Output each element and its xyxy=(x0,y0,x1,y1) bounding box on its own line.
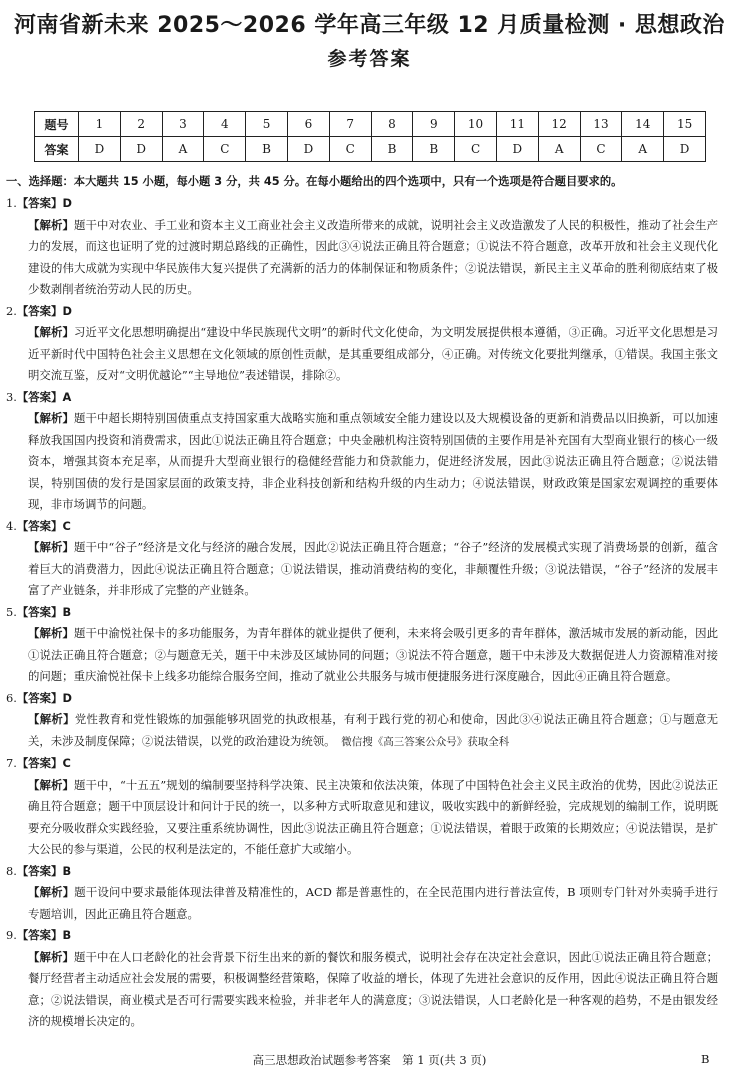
analysis-paragraph xyxy=(28,623,718,688)
analysis-text: 题干中，“十五五”规划的编制要坚持科学决策、民主决策和依法决策，体现了中国特色社会主义民主政治的优势，因此②说法正确且符合题意；题干中顶层设计和问计于民的统一，以多种方式听取意见和建议，吸收实践中的新鲜经验，完成规划的编制工作，说明既要充分吸收群众实践经验，又要注重系统协调性，因此③说法正确且符合题意；①说法错误，着眼于政策的长期效应；④说法错误，是扩大公民的参与渠道，公民的权利是法定的，不能任意扩大或缩小。 xyxy=(28,777,718,856)
page-subtitle: 参考答案 xyxy=(327,48,412,70)
paper-code: B xyxy=(701,1052,710,1066)
analysis-paragraph xyxy=(28,322,718,387)
analysis-tag: 【解析】 xyxy=(28,949,75,964)
answer-tag: 【答案】 xyxy=(16,604,63,619)
answer-line xyxy=(6,753,718,775)
question-number-cell: 10 xyxy=(455,112,497,137)
analysis-tag: 【解析】 xyxy=(28,325,74,339)
answer-line xyxy=(6,688,718,710)
answer-cell: D xyxy=(120,137,162,162)
question-number-cell: 14 xyxy=(622,112,664,137)
answer-value: A xyxy=(62,389,72,404)
analysis-text: 题干设问中要求最能体现法律普及精准性的，ACD 都是普惠性的，在全民范围内进行普法宣传，B 项则专门针对外卖骑手进行专题培训，因此正确且符合题意。 xyxy=(28,885,718,921)
answer-tag: 【答案】 xyxy=(16,863,63,878)
analysis-text: 题干中渝悦社保卡的多功能服务，为青年群体的就业提供了便利，未来将会吸引更多的青年群体，激活城市发展的新动能，因此①说法正确且符合题意；②与题意无关，题干中未涉及区域协同的问题；③说法不符合题意，题干中未涉及大数据促进人力资源精准对接的问题；重庆渝悦社保卡上线多功能综合服务空间，推动了就业公共服务与城市便捷服务进行深度融合，因此④正确且符合题意。 xyxy=(28,626,718,683)
question-block xyxy=(6,602,718,688)
question-number: 2. xyxy=(6,303,17,318)
question-number: 3. xyxy=(6,389,17,404)
answer-line xyxy=(6,193,718,215)
question-block xyxy=(6,861,718,926)
question-number-row xyxy=(35,112,706,137)
question-number-cell: 13 xyxy=(580,112,622,137)
answer-table xyxy=(34,111,706,162)
section-heading: 一、选择题：本大题共 15 小题，每小题 3 分，共 45 分。在每小题给出的四个选项中，只有一个选项是符合题目要求的。 xyxy=(6,175,623,188)
answer-cell: A xyxy=(622,137,664,162)
answer-line xyxy=(6,387,718,409)
question-block xyxy=(6,688,718,754)
analysis-paragraph xyxy=(28,947,718,1033)
question-number: 8. xyxy=(6,863,17,878)
answer-value: B xyxy=(62,863,72,878)
question-number-label: 题号 xyxy=(35,112,79,137)
answer-value: B xyxy=(62,928,72,942)
answer-cell: B xyxy=(371,137,413,162)
analysis-paragraph xyxy=(28,537,718,602)
answer-cell: C xyxy=(455,137,497,162)
answer-cell: C xyxy=(580,137,622,162)
answer-value: B xyxy=(62,604,72,619)
answer-cell: D xyxy=(664,137,706,162)
analysis-text: 题干中在人口老龄化的社会背景下衍生出来的新的餐饮和服务模式，说明社会存在决定社会意识，因此①说法正确且符合题意；餐厅经营者主动适应社会发展的需要，积极调整经营策略，保障了收益的增长，体现了先进社会意识的反作用，因此④说法正确且符合题意；②说法错误，商业模式是否可行需要实践来检验，并非老年人的满意度；③说法错误，人口老龄化是一种客观的趋势，不是由银发经济的规模增长决定的。 xyxy=(28,949,718,1028)
answer-cell: C xyxy=(329,137,371,162)
answer-tag: 【答案】 xyxy=(16,928,63,942)
answer-line xyxy=(6,925,718,947)
question-number-cell: 5 xyxy=(246,112,288,137)
answer-value: D xyxy=(62,303,72,318)
answer-cell: D xyxy=(79,137,121,162)
answer-value: D xyxy=(62,690,72,705)
answer-label: 答案 xyxy=(35,137,79,162)
analysis-tag: 【解析】 xyxy=(28,885,75,899)
analysis-paragraph xyxy=(28,882,718,925)
analysis-tag: 【解析】 xyxy=(28,540,74,554)
question-number-cell: 3 xyxy=(162,112,204,137)
answer-line xyxy=(6,861,718,883)
question-number-cell: 6 xyxy=(287,112,329,137)
analysis-paragraph xyxy=(28,215,718,301)
question-number-cell: 8 xyxy=(371,112,413,137)
answer-row xyxy=(35,137,706,162)
question-number-cell: 2 xyxy=(120,112,162,137)
question-number-cell: 4 xyxy=(204,112,246,137)
question-number: 9. xyxy=(6,928,17,942)
page-footer: 高三思想政治试题参考答案 第 1 页(共 3 页) xyxy=(252,1053,487,1067)
answer-value: D xyxy=(62,196,72,210)
analysis-text: 习近平文化思想明确提出“建设中华民族现代文明”的新时代文化使命，为文明发展提供根本遵循，③正确。习近平文化思想是习近平新时代中国特色社会主义思想在文化领域的原创性贡献，是其重要组成部分，④正确。对传统文化要批判继承，①错误。我国主张文明交流互鉴，反对“文明优越论”“主导地位”表述错误，排除②。 xyxy=(28,325,718,382)
answer-explanations xyxy=(6,193,718,1033)
analysis-text: 党性教育和党性锻炼的加强能够巩固党的执政根基，有利于践行党的初心和使命，因此③④说法正确且符合题意；①与题意无关，未涉及制度保障；②说法错误，以党的政治建设为统领。 xyxy=(28,712,718,748)
answer-line xyxy=(6,516,718,538)
question-number-cell: 12 xyxy=(538,112,580,137)
analysis-tag: 【解析】 xyxy=(28,626,75,640)
question-number-cell: 15 xyxy=(664,112,706,137)
answer-value: C xyxy=(62,756,71,770)
question-number-cell: 9 xyxy=(413,112,455,137)
answer-cell: A xyxy=(538,137,580,162)
answer-cell: C xyxy=(204,137,246,162)
analysis-text: 题干中超长期特别国债重点支持国家重大战略实施和重点领域安全能力建设以及大规模设备的更新和消费品以旧换新，可以加速释放我国国内投资和消费需求，因此①说法正确且符合题意；中央金融机构注资特别国债的主要作用是补充国有大型商业银行的核心一级资本，增强其资本充足率，从而提升大型商业银行的稳健经营能力和贷款能力，促进经济发展，因此③说法正确且符合题意；②说法错误，特别国债的发行是国家层面的政策支持，非企业科技创新和结构升级的内生动力；④说法错误，财政政策是国家宏观调控的重要体现，非市场调节的问题。 xyxy=(28,411,718,511)
analysis-tag: 【解析】 xyxy=(28,411,75,425)
question-number: 6. xyxy=(6,690,17,705)
analysis-paragraph xyxy=(28,775,718,861)
question-block xyxy=(6,516,718,602)
question-number-cell: 11 xyxy=(496,112,538,137)
question-block xyxy=(6,301,718,387)
answer-cell: D xyxy=(496,137,538,162)
answer-cell: A xyxy=(162,137,204,162)
answer-tag: 【答案】 xyxy=(16,518,63,533)
question-number: 1. xyxy=(6,196,17,210)
question-number: 5. xyxy=(6,604,17,619)
answer-cell: D xyxy=(287,137,329,162)
question-block xyxy=(6,925,718,1033)
watermark-text: 微信搜《高三答案公众号》获取全科 xyxy=(341,735,510,748)
analysis-text: 题干中“谷子”经济是文化与经济的融合发展，因此②说法正确且符合题意；“谷子”经济的发展模式实现了消费场景的创新，蕴含着巨大的消费潜力，因此④说法正确且符合题意；①说法错误，推动消费结构的变化，非颠覆性升级；③说法错误，“谷子”经济的发展丰富了产业链条，并非形成了完整的产业链条。 xyxy=(28,540,718,597)
answer-cell: B xyxy=(413,137,455,162)
question-block xyxy=(6,387,718,516)
answer-line xyxy=(6,602,718,624)
analysis-tag: 【解析】 xyxy=(28,712,75,726)
analysis-paragraph xyxy=(28,709,718,753)
question-number: 4. xyxy=(6,518,17,533)
answer-line xyxy=(6,301,718,323)
answer-tag: 【答案】 xyxy=(16,196,63,210)
answer-cell: B xyxy=(246,137,288,162)
analysis-tag: 【解析】 xyxy=(28,217,75,232)
answer-tag: 【答案】 xyxy=(16,303,63,318)
analysis-tag: 【解析】 xyxy=(28,777,74,792)
page-title: 河南省新未来 2025～2026 学年高三年级 12 月质量检测 · 思想政治 xyxy=(14,13,725,38)
question-number-cell: 7 xyxy=(329,112,371,137)
answer-tag: 【答案】 xyxy=(16,690,63,705)
answer-value: C xyxy=(62,518,71,533)
answer-tag: 【答案】 xyxy=(16,389,63,404)
question-block xyxy=(6,753,718,861)
question-number-cell: 1 xyxy=(79,112,121,137)
analysis-text: 题干中对农业、手工业和资本主义工商业社会主义改造所带来的成就，说明社会主义改造激发了人民的积极性，推动了社会生产力的发展，而这也证明了党的过渡时期总路线的正确性，因此③④说法正确且符合题意；①说法不符合题意，改革开放和社会主义现代化建设的伟大成就为实现中华民族伟大复兴提供了充满新的活力的体制保证和物质条件；②说法错误，新民主主义革命的胜利彻底结束了极少数剥削者统治劳动人民的历史。 xyxy=(28,217,718,296)
question-number: 7. xyxy=(6,756,17,770)
answer-tag: 【答案】 xyxy=(16,756,63,770)
analysis-paragraph xyxy=(28,408,718,516)
question-block xyxy=(6,193,718,301)
